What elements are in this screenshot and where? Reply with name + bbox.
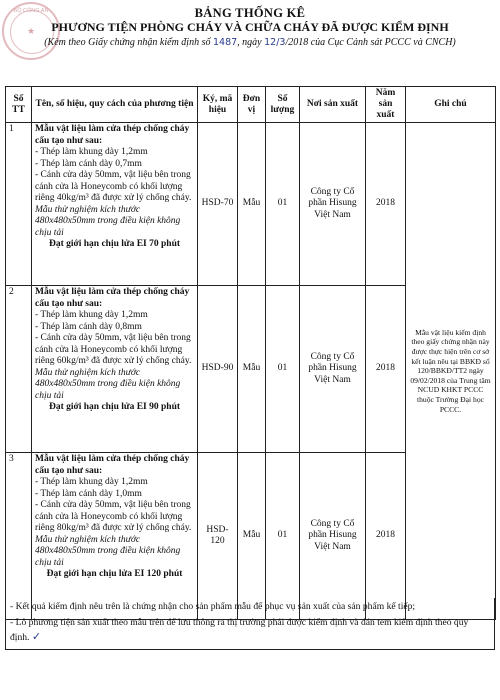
row-unit: Mẫu xyxy=(238,286,266,453)
col-header-qty: Số lượng xyxy=(266,87,300,123)
row-spec-frame: - Thép làm khung dày 1,2mm xyxy=(35,310,148,320)
document-title: BẢNG THỐNG KÊ xyxy=(194,6,306,20)
row-note: Mẫu vật liệu kiểm định theo giấy chứng nhận này được thực hiện trên cơ sở kết luận nêu tại BBKĐ số 120/BBKĐ/TT2 ngày 09/02/2018 của Trung tâm NCUD KHKT PCCC thuộc Trường Đại học PCCC. xyxy=(406,123,496,620)
col-header-note: Ghi chú xyxy=(406,87,496,123)
row-spec-leaf: - Thép làm cánh dày 1,0mm xyxy=(35,488,142,499)
row-unit: Mẫu xyxy=(238,123,266,286)
row-qty: 01 xyxy=(266,453,300,620)
certificate-date: 12/3 xyxy=(264,37,286,48)
row-stt: 2 xyxy=(6,286,32,453)
row-spec-frame: - Thép làm khung dày 1,2mm xyxy=(35,147,148,157)
star-icon: ★ xyxy=(26,26,36,36)
row-year: 2018 xyxy=(366,286,406,453)
footer-note-2 xyxy=(10,616,490,645)
row-spec-core: - Cánh cửa dày 50mm, vật liệu bên trong cánh cửa là Honeycomb có khối lượng riêng 60kg/m³ đã được xử lý chống cháy. xyxy=(35,333,192,366)
row-code: HSD-120 xyxy=(198,453,238,620)
row-title: Mẫu vật liệu làm cửa thép chống cháy cấu tạo như sau: xyxy=(35,124,190,146)
row-test-condition: Mẫu thử nghiệm kích thước 480x480x50mm trong điều kiện không chịu tải xyxy=(35,534,181,568)
row-description xyxy=(32,453,198,620)
row-spec-core: - Cánh cửa dày 50mm, vật liệu bên trong cánh cửa là Honeycomb có khối lượng riêng 40kg/m³ đã được xử lý chống cháy. xyxy=(35,170,192,203)
row-test-condition: Mẫu thử nghiệm kích thước 480x480x50mm trong điều kiện không chịu tải xyxy=(35,204,181,238)
row-origin: Công ty Cổ phần Hisung Việt Nam xyxy=(300,453,366,620)
row-result: Đạt giới hạn chịu lửa EI 70 phút xyxy=(48,239,181,249)
table-header-row xyxy=(6,87,496,123)
col-header-code: Ký, mã hiệu xyxy=(198,87,238,123)
row-unit: Mẫu xyxy=(238,453,266,620)
row-year: 2018 xyxy=(366,453,406,620)
row-spec-core: - Cánh cửa dày 50mm, vật liệu bên trong cánh cửa là Honeycomb có khối lượng riêng 80kg/m³ đã được xử lý chống cháy. xyxy=(35,500,192,533)
row-spec-leaf: - Thép làm cánh dày 0,8mm xyxy=(35,321,142,332)
row-title: Mẫu vật liệu làm cửa thép chống cháy cấu tạo như sau: xyxy=(35,287,190,309)
row-stt: 3 xyxy=(6,453,32,620)
row-code: HSD-70 xyxy=(198,123,238,286)
certificate-number: 1487 xyxy=(212,37,238,48)
col-header-stt: Số TT xyxy=(6,87,32,123)
row-test-condition: Mẫu thử nghiệm kích thước 480x480x50mm trong điều kiện không chịu tải xyxy=(35,367,181,401)
col-header-name: Tên, số hiệu, quy cách của phương tiện xyxy=(32,87,198,123)
inspection-table xyxy=(5,86,496,620)
table-row xyxy=(6,123,496,286)
col-header-origin: Nơi sản xuất xyxy=(300,87,366,123)
row-qty: 01 xyxy=(266,286,300,453)
row-description xyxy=(32,123,198,286)
row-description xyxy=(32,286,198,453)
reference-mid: , ngày xyxy=(237,37,262,48)
footer-note-1: - Kết quả kiểm định nêu trên là chứng nhận cho sản phẩm mẫu để phục vụ sản xuất của sản phẩm kế tiếp; xyxy=(10,601,416,612)
row-origin: Công ty Cổ phần Hisung Việt Nam xyxy=(300,286,366,453)
stamp-ring-text: BỘ CÔNG AN xyxy=(13,8,49,14)
row-year: 2018 xyxy=(366,123,406,286)
row-qty: 01 xyxy=(266,123,300,286)
document-footer-notes xyxy=(5,598,495,650)
row-code: HSD-90 xyxy=(198,286,238,453)
row-spec-leaf: - Thép làm cánh dày 0,7mm xyxy=(35,158,142,169)
col-header-unit: Đơn vị xyxy=(238,87,266,123)
col-header-year: Năm sản xuất xyxy=(366,87,406,123)
checkmark-icon: ✓ xyxy=(31,630,42,643)
document-header xyxy=(0,6,500,49)
document-subtitle: PHƯƠNG TIỆN PHÒNG CHÁY VÀ CHỮA CHÁY ĐÃ ĐƯỢC KIỂM ĐỊNH xyxy=(51,20,449,34)
row-result: Đạt giới hạn chịu lửa EI 120 phút xyxy=(46,569,183,579)
footer-note-2-text: - Lô phương tiện sản xuất theo mẫu trên để lưu thông ra thị trường phải được kiểm định và dán tem kiểm định theo quy định. xyxy=(10,617,469,643)
row-title: Mẫu vật liệu làm cửa thép chống cháy cấu tạo như sau: xyxy=(35,454,190,476)
reference-prefix: (Kèm theo Giấy chứng nhận kiểm định số xyxy=(44,37,211,48)
reference-suffix: /2018 của Cục Cảnh sát PCCC và CNCH) xyxy=(285,37,456,48)
row-stt: 1 xyxy=(6,123,32,286)
document-reference xyxy=(0,36,500,49)
row-origin: Công ty Cổ phần Hisung Việt Nam xyxy=(300,123,366,286)
row-spec-frame: - Thép làm khung dày 1,2mm xyxy=(35,477,148,487)
row-result: Đạt giới hạn chịu lửa EI 90 phút xyxy=(48,402,181,412)
